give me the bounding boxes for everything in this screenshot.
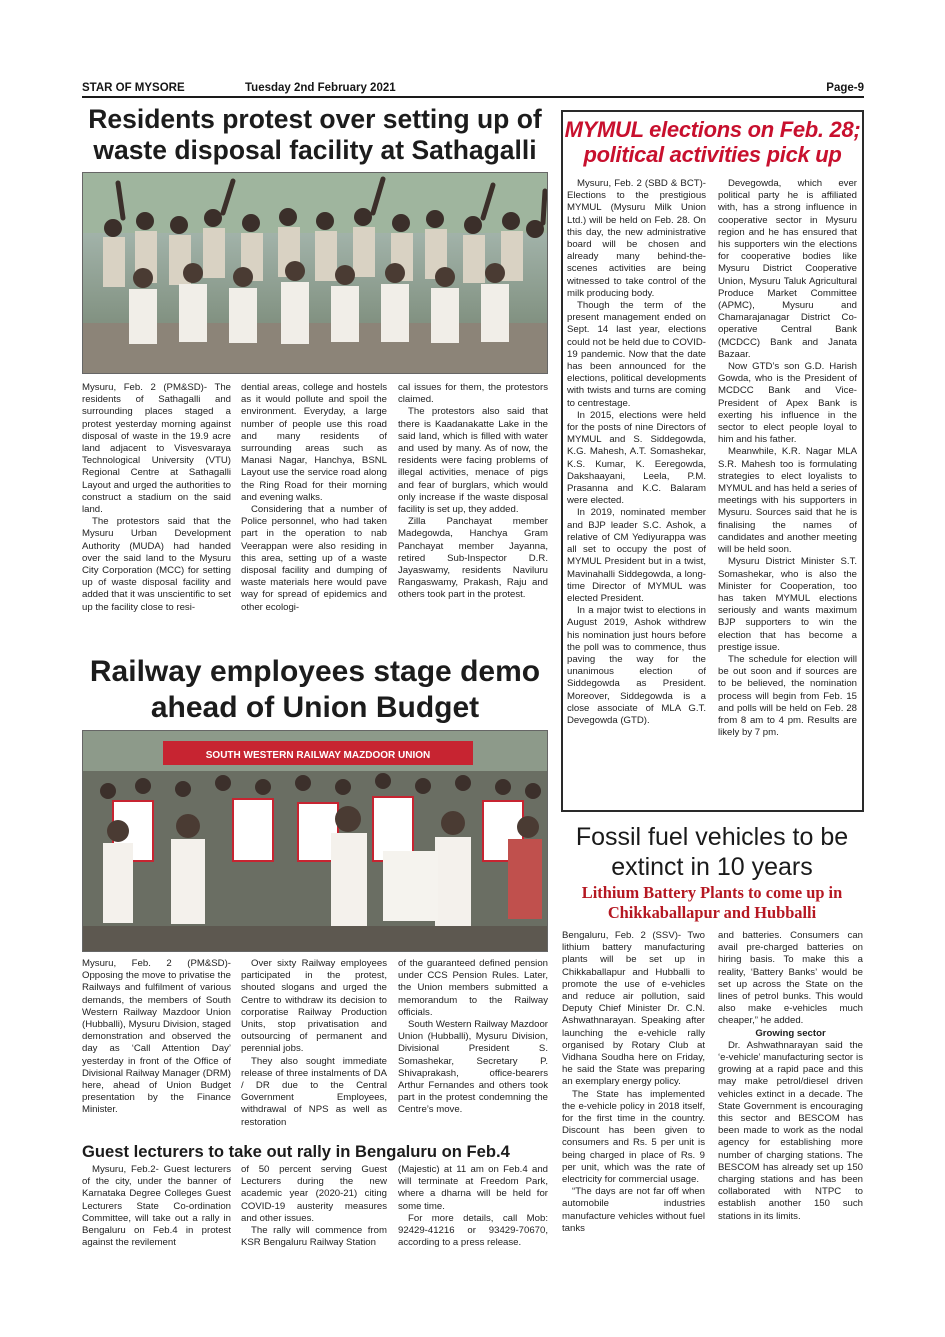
article2-headline	[82, 654, 548, 726]
article4-paragraph: Now GTD’s son G.D. Harish Gowda, who is the President of MCDCC Bank and Vice-President of Apex Bank is exerting his influence in the sector to elect people loyal to him and his father.	[718, 361, 857, 446]
article2-paragraph: of the guaranteed defined pension under CCS Pension Rules. Later, the Union members submitted a memorandum to the Railway officials.	[398, 958, 548, 1018]
article2-column2	[241, 958, 387, 1139]
article1-column1	[82, 382, 231, 647]
article3-column1	[82, 1164, 231, 1268]
article4-headline-line1: MYMUL elections on Feb. 28;	[564, 117, 861, 142]
article1-paragraph: dential areas, college and hostels as it would pollute and spoil the environment. Everyday, a large number of people use this road and many residents of surrounding areas such as Manasi Nagar, Hanchya, BSNL Layout use the service road along the Ring Road for their morning and evening walks.	[241, 382, 387, 503]
article4-paragraph: Mysuru, Feb. 2 (SBD & BCT)- Elections to the prestigious MYMUL (Mysuru Milk Union Ltd.) will be held on Feb. 28. On this day, the new administrative board will be chosen and already many behind-the-scenes activities are being witnessed to take control of the milk producing body.	[567, 178, 706, 299]
article1-column3	[398, 382, 548, 647]
article4-column2	[718, 178, 857, 808]
article1-paragraph: The protestors also said that there is Kaadanakatte Lake in the said land, which is filled with water and used by many. As of now, the residents were facing problems of illegal activities, menace of pigs and fear of burglars, which would only increase if the waste disposal facility is set up, they added.	[398, 406, 548, 516]
article3-paragraph: of 50 percent serving Guest Lecturers during the new academic year (2020-21) citing COVID-19 austerity measures and other issues.	[241, 1164, 387, 1224]
article4-paragraph: In 2015, elections were held for the posts of nine Directors of MYMUL and S. Siddegowda, K.G. Mahesh, A.T. Somashekar, K.S. Kumar, K. Eeregowda, Dakshaayani, Leela, P.M. Prasanna and K.C. Balaram were elected.	[567, 409, 706, 507]
article5-subheadline	[556, 883, 868, 923]
article3-paragraph: (Majestic) at 11 am on Feb.4 and will terminate at Freedom Park, where a dharna will be held for some time.	[398, 1164, 548, 1212]
paper-name: STAR OF MYSORE	[82, 82, 185, 94]
article1-paragraph: The protestors said that the Mysuru Urban Development Authority (MUDA) had handed over the said land to the Mysuru City Corporation (MCC) for setting up of waste disposal facility and added that it was unscientific to set up the facility close to resi-	[82, 516, 231, 613]
article4-headline	[563, 117, 862, 168]
article2-paragraph: Mysuru, Feb. 2 (PM&SD)- Opposing the move to privatise the Railways and fulfilment of various demands, the members of South Western Railway Mazdoor Union (Hubballi), Mysuru Division, staged demonstration and observed the day as ‘Call Attention Day’ yesterday in front of the Office of Divisional Railway Manager (DRM) here, ahead of Union Budget presentation by the Finance Minister.	[82, 958, 231, 1116]
article5-paragraph: and batteries. Consumers can avail pre-charged batteries on hiring basis. To make this a reality, ‘Battery Banks’ would be set up across the State on the lines of petrol bunks. This would also make e-vehicles much cheaper,” he added.	[718, 930, 863, 1027]
article4-paragraph: Meanwhile, K.R. Nagar MLA S.R. Mahesh too is formulating strategies to elect loyalists to MYMUL and has held a series of meetings with his supporters in Mysuru. Sources said that he is finalising the names of candidates and another meeting will be held soon.	[718, 446, 857, 556]
article3-headline: Guest lecturers to take out rally in Bengaluru on Feb.4	[82, 1142, 510, 1161]
article1-paragraph: cal issues for them, the protestors claimed.	[398, 382, 548, 406]
banner-text: SOUTH WESTERN RAILWAY MAZDOOR UNION	[205, 750, 431, 761]
article1-column2	[241, 382, 387, 647]
article5-column2	[718, 930, 863, 1268]
article5-headline-line1: Fossil fuel vehicles to be	[575, 823, 849, 851]
article1-paragraph: Considering that a number of Police personnel, who had taken part in the operation to nab Veerappan were also residing in this area, setting up of a waste disposal facility and dumping of waste materials here would pave way for spread of epidemics and other ecologi-	[241, 504, 387, 613]
article5-paragraph: “The days are not far off when automobile industries manufacture vehicles without fuel tanks	[562, 1186, 705, 1234]
article2-column3	[398, 958, 548, 1139]
railway-demo-photo-image	[83, 731, 548, 952]
article1-headline-line1: Residents protest over setting up of	[88, 104, 542, 134]
article2-column1	[82, 958, 231, 1139]
protest-photo-sathagalli	[82, 172, 548, 374]
article1-headline	[82, 104, 548, 167]
article3-column2	[241, 1164, 387, 1268]
article2-paragraph: They also sought immediate release of three instalments of DA / DR due to the Central Government Employees, withdrawal of NPS as well as restoration	[241, 1055, 387, 1128]
article3-paragraph: For more details, call Mob: 92429-41216 or 93429-70670, according to a press release.	[398, 1212, 548, 1249]
article4-paragraph: Mysuru District Minister S.T. Somashekar, who is also the Minister for Cooperation, too has taken MYMUL elections seriously and wants maximum BJP supporters to win the election that has become a prestige issue.	[718, 556, 857, 653]
article5-paragraph: The State has implemented the e-vehicle policy in 2018 itself, for the first time in the country. Discount has been given to consumers and Rs. 5 per unit is being charged in place of Rs. 9 per unit, which was the rate of electricity for commercial usage.	[562, 1088, 705, 1186]
article5-subhead-growing-sector: Growing sector	[755, 1027, 826, 1039]
article4-paragraph: Devegowda, which ever political party he is affiliated with, has a strong influence in cooperative sector in Mysuru region and he has ensured that his supporters win the elections for cooperative bodies like Mysuru District Cooperative Union, Mysuru Taluk Agricultural Produce Market Committee (APMC), Mysuru and Chamarajanagar District Co-operative Central Bank (MCDCC) Bank and Janata Bazaar.	[718, 178, 857, 360]
masthead	[82, 81, 864, 98]
article5-subheadline-line1: Lithium Battery Plants to come up in	[581, 883, 843, 902]
article4-paragraph: In 2019, nominated member and BJP leader S.C. Ashok, a relative of CM Yediyurappa was all set to occupy the post of MYMUL President but in a twist, Mavinahalli Siddegowda, a long-time Director of MYMUL was elected President.	[567, 507, 706, 604]
article1-headline-line2: waste disposal facility at Sathagalli	[93, 135, 537, 166]
article3-paragraph: Mysuru, Feb.2- Guest lecturers of the city, under the banner of Karnataka Degree Colleges Guest Lecturers State Co-ordination Committee, will take out a rally in Bengaluru on Feb.4 in protest against the revilement	[82, 1164, 231, 1249]
article5-paragraph: Bengaluru, Feb. 2 (SSV)- Two lithium battery manufacturing plants will be set up in Chikkaballapur and Hubballi to promote the use of e-vehicles and reduce air pollution, said Deputy Chief Minister Dr. C.N. Ashwathnarayan. Speaking after launching the e-vehicle rally organised by Rotary Club at Vidhana Soudha here on Friday, he said the State was preparing an exemplary energy policy.	[562, 930, 705, 1088]
article4-column1	[567, 178, 706, 808]
article4-headline-line2: political activities pick up	[583, 142, 842, 168]
article5-headline-line2: extinct in 10 years	[611, 853, 813, 881]
railway-demo-photo	[82, 730, 548, 952]
article5-headline	[556, 822, 868, 882]
article2-headline-line2: ahead of Union Budget	[150, 691, 480, 724]
article4-paragraph: Though the term of the present management ended on Sept. 14 last year, elections could not be held due to COVID-19 pandemic. Now that the date has been announced for the elections, political developments with twists and turns are coming to centrestage.	[567, 300, 706, 409]
page-number: Page-9	[826, 82, 864, 94]
article3-paragraph: The rally will commence from KSR Bengaluru Railway Station	[241, 1225, 387, 1249]
issue-date: Tuesday 2nd February 2021	[245, 82, 396, 94]
article3-column3	[398, 1164, 548, 1268]
article2-headline-line1: Railway employees stage demo	[89, 655, 541, 688]
protest-photo-image	[83, 173, 548, 374]
article5-subheadline-line2: Chikkaballapur and Hubballi	[607, 903, 817, 923]
article1-paragraph: Zilla Panchayat member Madegowda, Hanchya Gram Panchayat member Jayanna, retired Sub-Inspector D.R. Jayaswamy, residents Naviluru Rangaswamy, Prakash, Raju and others took part in the protest.	[398, 516, 548, 601]
article4-paragraph: The schedule for election will be out soon and if sources are to be believed, the nomination process will begin from Feb. 15 and polls will be held on Feb. 28 from 8 am to 4 pm. Results are likely by 7 pm.	[718, 653, 857, 739]
article2-paragraph: South Western Railway Mazdoor Union (Hubballi), Mysuru Division, Divisional President S. Somashekar, Secretary P. Shivaprakash, office-bearers Arthur Fernandes and others took part in the protest condemning the Centre’s move.	[398, 1019, 548, 1116]
article1-paragraph: Mysuru, Feb. 2 (PM&SD)- The residents of Sathagalli and surrounding places staged a protest yesterday morning against disposal of waste in the 19.9 acre land adjacent to Visvesvaraya Technological University (VTU) Regional Centre at Sathagalli Layout and urged the authorities to construct a stadium on the said land.	[82, 382, 231, 516]
article5-column1	[562, 930, 705, 1268]
article4-paragraph: In a major twist to elections in August 2019, Ashok withdrew his nomination just hours before the poll was to commence, thus paving the way for the unanimous election of Siddegowda as President. Moreover, Siddegowda is a close associate of MLA G.T. Devegowda (GTD).	[567, 605, 706, 726]
article2-paragraph: Over sixty Railway employees participated in the protest, shouted slogans and urged the Centre to withdraw its decision to corporatise Railway Production Units, stop privatisation and outsourcing of permanent and perennial jobs.	[241, 958, 387, 1055]
article5-paragraph: Dr. Ashwathnarayan said the ‘e-vehicle’ manufacturing sector is growing at a rapid pace and this may make petrol/diesel driven vehicles extinct in a decade. The State Government is encouraging this sector and BESCOM has been made to work as the nodal agency for establishing more number of charging stations. The BESCOM has already set up 150 charging stations and has been collaborated with NTPC to establish another 150 such stations in its limits.	[718, 1039, 863, 1222]
